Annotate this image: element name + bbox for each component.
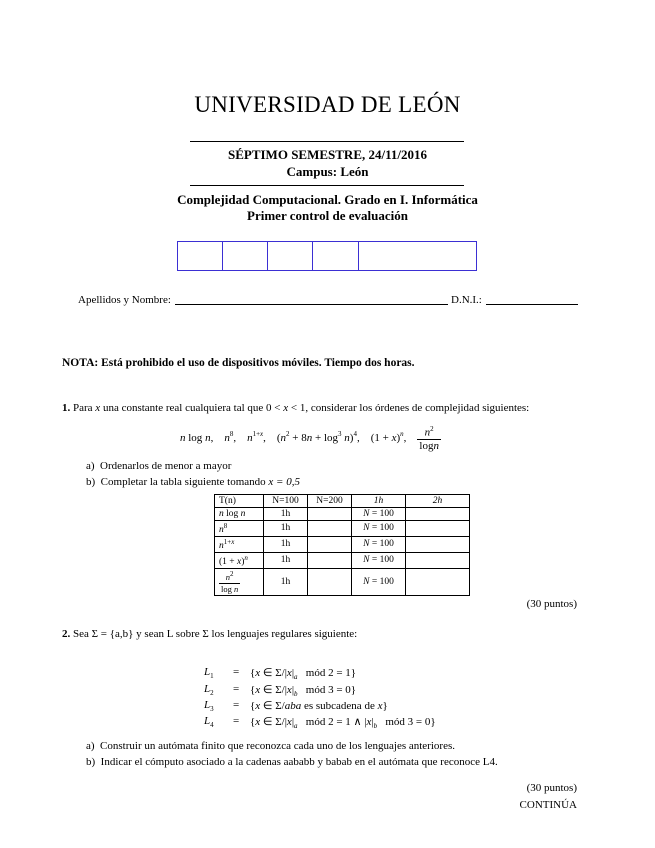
col-header-n200: N=200 [308, 495, 352, 508]
grade-box-1[interactable] [178, 242, 223, 270]
dni-label: D.N.I.: [451, 294, 482, 306]
mid-rule [190, 185, 464, 186]
col-header-tn: T(n) [215, 495, 264, 508]
table-cell[interactable] [406, 569, 470, 596]
table-cell: 1h [264, 553, 308, 569]
q2-statement [62, 628, 357, 640]
semester-line: SÉPTIMO SEMESTRE, 24/11/2016 [227, 147, 427, 162]
grade-boxes [177, 241, 477, 271]
table-cell: N = 100 [352, 537, 406, 553]
q2-points: (30 puntos) [526, 782, 577, 794]
q2-number: 2. [62, 628, 71, 640]
table-cell: N = 100 [352, 553, 406, 569]
table-cell[interactable] [406, 537, 470, 553]
col-header-2h: 2h [406, 495, 470, 508]
grade-box-3[interactable] [268, 242, 313, 270]
q1-text-b: una constante real cualquiera tal que 0 < [102, 402, 281, 414]
dni-field[interactable] [486, 304, 578, 305]
table-cell[interactable] [308, 537, 352, 553]
table-header-row [215, 495, 470, 508]
table-cell[interactable] [308, 553, 352, 569]
grade-box-total[interactable] [359, 242, 476, 270]
top-rule [190, 141, 464, 142]
exam-title: Primer control de evaluación [247, 208, 408, 223]
grade-box-2[interactable] [223, 242, 268, 270]
row-label: $n^8$ [215, 521, 264, 537]
lang-l1-def: {x ∈ $\Sigma/|x|_a$ mód 2 = 1} [250, 667, 357, 682]
course-title: Complejidad Computacional. Grado en I. Informática [177, 192, 478, 207]
q1-var-x: x [95, 402, 101, 414]
nota-text: NOTA: Está prohibido el uso de dispositivos móviles. Tiempo dos horas. [62, 357, 415, 369]
table-row [215, 508, 470, 521]
q1-item-a: a) Ordenarlos de menor a mayor [86, 460, 232, 472]
grade-box-4[interactable] [313, 242, 359, 270]
table-cell: 1h [264, 537, 308, 553]
q1-item-b: b) Completar la tabla siguiente tomando x = 0,5 [86, 476, 300, 488]
table-row [215, 569, 470, 596]
lang-l1: $L_1$ [204, 666, 214, 681]
q2-text: Sea Σ = {a,b} y sean L sobre Σ los lenguajes regulares siguiente: [73, 628, 358, 640]
complexity-table [214, 494, 470, 596]
table-cell: 1h [264, 521, 308, 537]
lang-l3-def: {x ∈ Σ/aba es subcadena de x} [250, 700, 388, 712]
table-cell: 1h [264, 569, 308, 596]
campus-line: Campus: León [286, 164, 369, 179]
name-label: Apellidos y Nombre: [78, 294, 171, 306]
continua-label: CONTINÚA [519, 799, 577, 811]
col-header-n100: N=100 [264, 495, 308, 508]
q1-number: 1. [62, 402, 71, 414]
table-cell[interactable] [406, 553, 470, 569]
lang-l3: $L_3$ [204, 699, 214, 714]
q1-text-c: < 1, considerar los órdenes de complejidad siguientes: [290, 402, 530, 414]
table-cell[interactable] [308, 569, 352, 596]
table-cell[interactable] [406, 508, 470, 521]
q1-text-a: Para [73, 402, 93, 414]
q1-points: (30 puntos) [526, 598, 577, 610]
row-label: $n^{1+x}$ [215, 537, 264, 553]
name-field[interactable] [175, 304, 448, 305]
table-row [215, 537, 470, 553]
table-row [215, 553, 470, 569]
lang-l2: $L_2$ [204, 683, 214, 698]
row-label: $\frac{n^2}{\text{log n}}$ [215, 569, 264, 596]
q1-statement: 1. Para x una constante real cualquiera tal que 0 < x < 1, considerar los órdenes de complejidad siguientes: [62, 402, 530, 414]
table-cell: N = 100 [352, 521, 406, 537]
table-cell: N = 100 [352, 569, 406, 596]
col-header-1h: 1h [352, 495, 406, 508]
university-title: UNIVERSIDAD DE LEÓN [194, 92, 461, 117]
table-cell: N = 100 [352, 508, 406, 521]
q2-item-b: b) Indicar el cómputo asociado a la cadenas aababb y babab en el autómata que reconoce L4. [86, 756, 498, 768]
q1-b-eq: x = 0,5 [268, 476, 300, 488]
row-label: $(1 + x)^n$ [215, 553, 264, 569]
table-cell[interactable] [406, 521, 470, 537]
row-label: n log n [215, 508, 264, 521]
lang-l4-def: {x ∈ $\Sigma/|x|_a$ mód 2 = 1 ∧ $|x|_b$ mód 3 = 0} [250, 716, 436, 731]
table-cell: 1h [264, 508, 308, 521]
lang-l4: $L_4$ [204, 715, 214, 730]
q1-formula: n log n, $n^8$, $n^{1+x}$, $(n^2 + 8n + \log^3 n)^4$, $(1 + x)^n$, $\frac{n^2}{\log n}$ [180, 425, 439, 452]
lang-l2-def: {x ∈ $\Sigma/|x|_b$ mód 3 = 0} [250, 684, 357, 699]
table-cell[interactable] [308, 521, 352, 537]
table-row [215, 521, 470, 537]
q2-item-a: a) Construir un autómata finito que reconozca cada uno de los lenguajes anteriores. [86, 740, 455, 752]
table-cell[interactable] [308, 508, 352, 521]
